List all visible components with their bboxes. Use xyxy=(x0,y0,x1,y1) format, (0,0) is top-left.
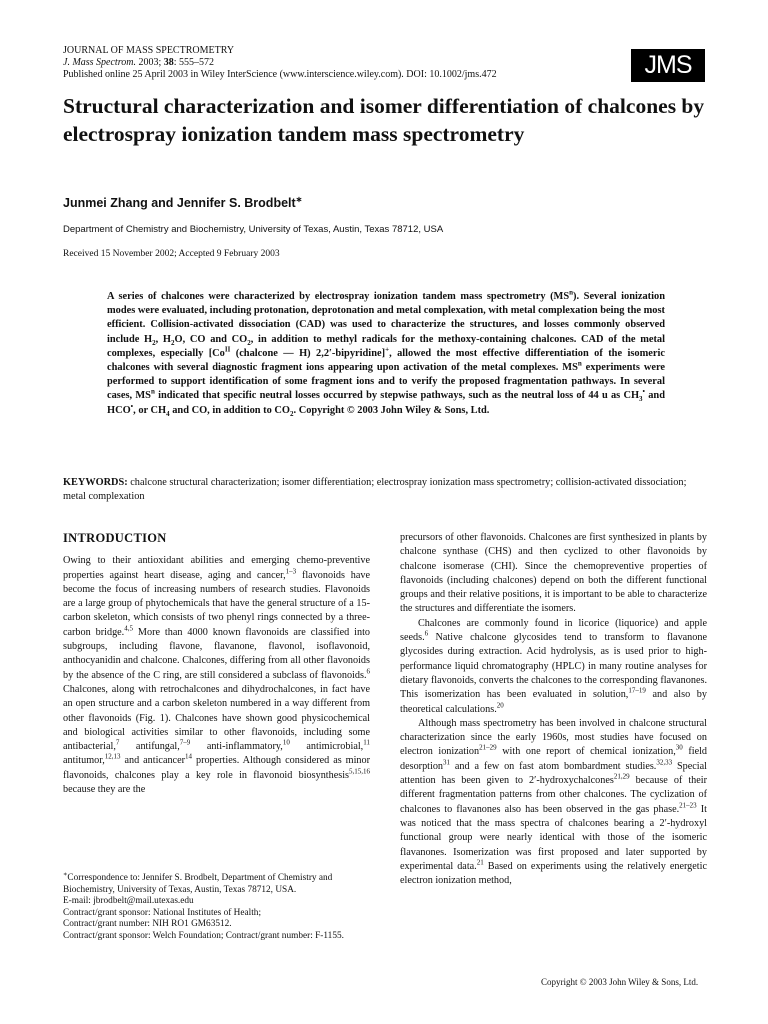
keywords-label: KEYWORDS: xyxy=(63,477,128,488)
journal-header xyxy=(63,45,497,81)
intro-paragraph-2: precursors of other flavonoids. Chalcones are first synthesized in plants by chalcone synthase (CHS) and then cyclized to other flavonoids by chalcone isomerase (CHI). Since the chemopreventive properties of flavonoids (including chalcones) depend on both the different functional groups and their relative positions, it is important to be able to characterize the structures and differentiate the isomers. xyxy=(400,532,707,615)
publication-info: Published online 25 April 2003 in Wiley InterScience (www.interscience.wiley.com). DOI: 10.1002/jms.472 xyxy=(63,69,497,80)
keywords xyxy=(63,476,706,504)
jms-logo: JMS xyxy=(631,49,705,82)
journal-name: JOURNAL OF MASS SPECTROMETRY xyxy=(63,45,235,56)
section-heading-introduction: INTRODUCTION xyxy=(63,531,167,545)
citation-year: 2003; xyxy=(138,57,162,68)
intro-paragraph-3: Chalcones are commonly found in licorice (liquorice) and apple seeds.$^6$ Native chalcone glycosides tend to transform to flavanone glycosides during extraction. Acid hydrolysis, as is used prior to high-performance liquid chromatography (HPLC) in many routine analyses for dietary flavonoids, converts the chalcones to the corresponding flavanones. This isomerization has been evaluated in solution,$^{17-19}$ and also by theoretical calculations.$^{20}$ xyxy=(400,617,707,715)
received-dates: Received 15 November 2002; Accepted 9 February 2003 xyxy=(63,249,280,259)
footnote-sponsor-1: Contract/grant sponsor: National Institutes of Health; xyxy=(63,907,262,918)
abstract: A series of chalcones were characterized by electrospray ionization tandem mass spectrometry $(MS^n)$. Several ionization modes were evaluated, including protonation, deprotonation and metal complexation, with metal complexation being the most efficient. Collision-activated dissociation (CAD) was used to characterize the structures, and losses commonly observed include $H_2$, $H_2O$, CO and $CO_2$, in addition to methyl radicals for the methoxy-containing chalcones. CAD of the metal complexes, especially [$Co^{II}$ (chalcone — H) 2,2′-bipyridine]+, allowed the most effective differentiation of the isomeric chalcones with several diagnostic fragment ions appearing upon activation of the metal complexes. $MS^n$ experiments were performed to support identification of some fragment ions and to verify the proposed fragmentation pathways. In several cases, $MS^n$ indicated that specific neutral losses occurred by stepwise pathways, such as the neutral loss of 44 u as $CH_3^•$ and HCO•, or $CH_4$ and CO, in addition to $CO_2$. Copyright © 2003 John Wiley & Sons, Ltd. xyxy=(107,288,665,418)
footnote-grant-1: Contract/grant number: NIH RO1 GM63512. xyxy=(63,919,232,930)
article-title: Structural characterization and isomer differentiation of chalcones by electrospray ionization tandem mass spectrometry xyxy=(63,94,705,146)
journal-citation xyxy=(63,57,497,69)
right-column xyxy=(400,531,707,888)
correspondence-mark: ∗ xyxy=(295,195,303,204)
citation-volume: 38 xyxy=(163,57,174,68)
copyright-notice: Copyright © 2003 John Wiley & Sons, Ltd. xyxy=(541,977,699,987)
footnote-email: E-mail: jbrodbelt@mail.utexas.edu xyxy=(63,896,194,907)
author-affiliation: Department of Chemistry and Biochemistry, University of Texas, Austin, Texas 78712, USA xyxy=(63,224,444,235)
author-list xyxy=(63,195,302,210)
correspondence-footnote xyxy=(63,869,373,942)
footnote-mark: ∗ xyxy=(63,871,68,878)
left-column xyxy=(63,531,370,797)
intro-paragraph-1: Owing to their antioxidant abilities and emerging chemo-preventive properties against heart disease, aging and cancer,$^{1-3}$ flavonoids have become the focus of increasing numbers of research studies. Flavonoids are a large group of phytochemicals that have the general structure of a 15-carbon skeleton, which consists of two phenyl rings connected by a three-carbon bridge.$^{4,5}$ More than 4000 known flavonoids are classified into subgroups, including flavone, flavanone, flavonol, isoflavonoid, anthocyanidin and chalcone. Chalcones, differing from all other flavonoids by the absence of the C ring, are still considered a subclass of flavonoids.$^6$ Chalcones, along with retrochalcones and dihydrochalcones, in fact have an open structure and a carbon skeleton numbered in a way different from other flavonoids (Fig. 1). Chalcones have shown good physicochemical and biological activities similar to other flavonoids, including some antibacterial,$^7$ antifungal,$^{7-9}$ anti-inflammatory,$^{10}$ antimicrobial,$^{11}$ antitumor,$^{12,13}$ and anticancer$^{14}$ properties. Although considered as minor flavonoids, chalcones play a key role in flavonoid biosynthesis$^{5,15,16}$ because they are the xyxy=(63,555,370,796)
footnote-sponsor-2: Contract/grant sponsor: Welch Foundation; Contract/grant number: F-1155. xyxy=(63,930,344,941)
keywords-text: chalcone structural characterization; isomer differentiation; electrospray ionization mass spectrometry; collision-activated dissociation; metal complexation xyxy=(63,477,687,502)
footnote-correspondence: Correspondence to: Jennifer S. Brodbelt, Department of Chemistry and Biochemistry, University of Texas, Austin, Texas 78712, USA. xyxy=(63,873,333,895)
intro-paragraph-4: Although mass spectrometry has been involved in chalcone structural characterization since the early 1960s, most studies have focused on electron ionization$^{21-29}$ with one report of chemical ionization,$^{30}$ field desorption$^{31}$ and a few on fast atom bombardment studies.$^{32,33}$ Special attention has been given to 2′-hydroxychalcones$^{21,29}$ because of their different fragmentation patterns from other chalcones. The cyclization of chalcones to flavanones also has been observed in the gas phase.$^{21-23}$ It was noticed that the mass spectra of chalcones bearing a 2′-hydroxyl functional group were nearly identical with those of the isomeric flavanones. Isomerization was first proposed and later supported by experimental data.$^{21}$ Based on experiments using the relatively energetic electron ionization method, xyxy=(400,717,708,887)
citation-journal: J. Mass Spectrom. xyxy=(63,57,136,68)
author-names: Junmei Zhang and Jennifer S. Brodbelt xyxy=(63,196,296,211)
citation-pages: : 555–572 xyxy=(173,57,215,68)
